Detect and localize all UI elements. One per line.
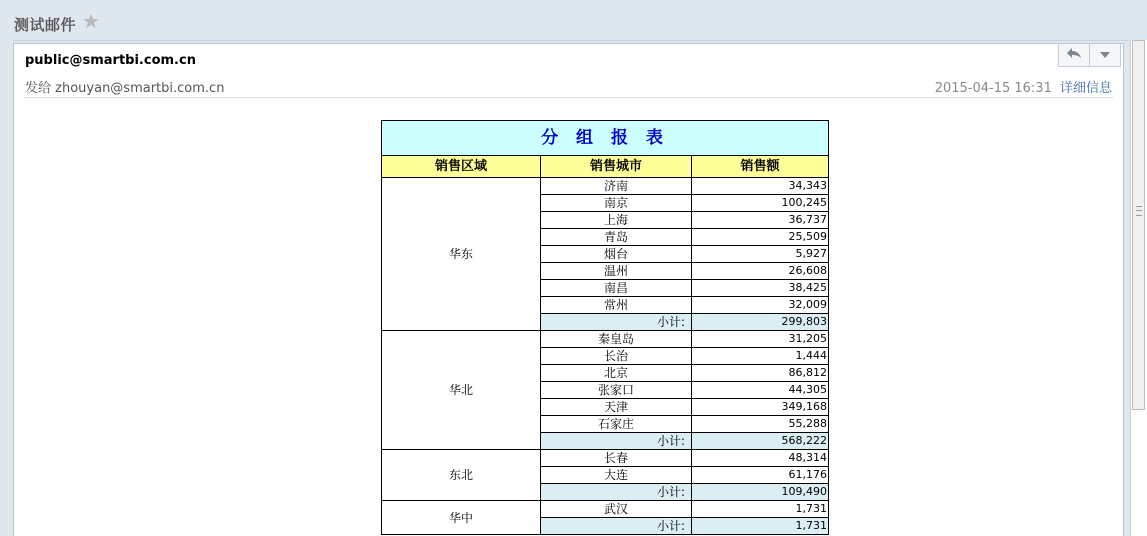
region-cell: 华北: [382, 331, 541, 450]
amount-cell: 25,509: [692, 229, 829, 246]
chevron-down-icon: [1100, 48, 1110, 63]
reply-button[interactable]: [1059, 44, 1089, 66]
city-cell: 天津: [541, 399, 692, 416]
amount-cell: 44,305: [692, 382, 829, 399]
more-actions-button[interactable]: [1089, 44, 1120, 66]
city-cell: 烟台: [541, 246, 692, 263]
amount-cell: 349,168: [692, 399, 829, 416]
amount-cell: 1,444: [692, 348, 829, 365]
details-link[interactable]: 详细信息: [1059, 81, 1112, 96]
region-cell: 华中: [382, 501, 541, 535]
city-cell: 长春: [541, 450, 692, 467]
subtotal-label: 小计:: [541, 314, 692, 331]
city-cell: 秦皇岛: [541, 331, 692, 348]
city-cell: 温州: [541, 263, 692, 280]
amount-cell: 36,737: [692, 212, 829, 229]
left-margin: [0, 40, 13, 536]
city-cell: 张家口: [541, 382, 692, 399]
mail-actions: [1058, 44, 1121, 67]
amount-cell: 55,288: [692, 416, 829, 433]
amount-cell: 31,205: [692, 331, 829, 348]
sender-address: public@smartbi.com.cn: [25, 53, 196, 68]
amount-cell: 100,245: [692, 195, 829, 212]
star-icon[interactable]: ★: [82, 9, 100, 33]
amount-cell: 34,343: [692, 178, 829, 195]
table-row: [382, 178, 829, 195]
column-header-region: 销售区域: [382, 156, 541, 178]
subtotal-amount: 568,222: [692, 433, 829, 450]
column-header-amount: 销售额: [692, 156, 829, 178]
column-header-city: 销售城市: [541, 156, 692, 178]
city-cell: 石家庄: [541, 416, 692, 433]
region-cell: 东北: [382, 450, 541, 501]
amount-cell: 5,927: [692, 246, 829, 263]
amount-cell: 1,731: [692, 501, 829, 518]
recipient-prefix: 发给: [25, 81, 52, 96]
mail-subject: 测试邮件: [14, 16, 77, 34]
subtotal-label: 小计:: [541, 518, 692, 535]
scrollbar-thumb[interactable]: [1132, 40, 1145, 410]
table-row: [382, 501, 829, 518]
table-row: [382, 331, 829, 348]
report-title: 分 组 报 表: [382, 121, 829, 156]
amount-cell: 26,608: [692, 263, 829, 280]
city-cell: 武汉: [541, 501, 692, 518]
subtotal-amount: 1,731: [692, 518, 829, 535]
amount-cell: 38,425: [692, 280, 829, 297]
grouped-report-table: [381, 120, 829, 535]
city-cell: 北京: [541, 365, 692, 382]
amount-cell: 32,009: [692, 297, 829, 314]
header-divider: [24, 97, 1113, 98]
city-cell: 上海: [541, 212, 692, 229]
city-cell: 济南: [541, 178, 692, 195]
amount-cell: 61,176: [692, 467, 829, 484]
recipient-address: zhouyan@smartbi.com.cn: [55, 81, 225, 96]
city-cell: 大连: [541, 467, 692, 484]
amount-cell: 48,314: [692, 450, 829, 467]
recipient-line: [25, 77, 224, 96]
city-cell: 南昌: [541, 280, 692, 297]
city-cell: 常州: [541, 297, 692, 314]
table-row: [382, 450, 829, 467]
mail-meta: [935, 77, 1112, 96]
mail-datetime: 2015-04-15 16:31: [934, 81, 1052, 96]
amount-cell: 86,812: [692, 365, 829, 382]
reply-icon: [1066, 47, 1082, 63]
subtotal-label: 小计:: [541, 484, 692, 501]
region-cell: 华东: [382, 178, 541, 331]
city-cell: 南京: [541, 195, 692, 212]
scrollbar-grip-icon: [1136, 206, 1142, 216]
city-cell: 青岛: [541, 229, 692, 246]
subtotal-label: 小计:: [541, 433, 692, 450]
subtotal-amount: 109,490: [692, 484, 829, 501]
subtotal-amount: 299,803: [692, 314, 829, 331]
subject-bar: [0, 0, 1147, 41]
city-cell: 长治: [541, 348, 692, 365]
